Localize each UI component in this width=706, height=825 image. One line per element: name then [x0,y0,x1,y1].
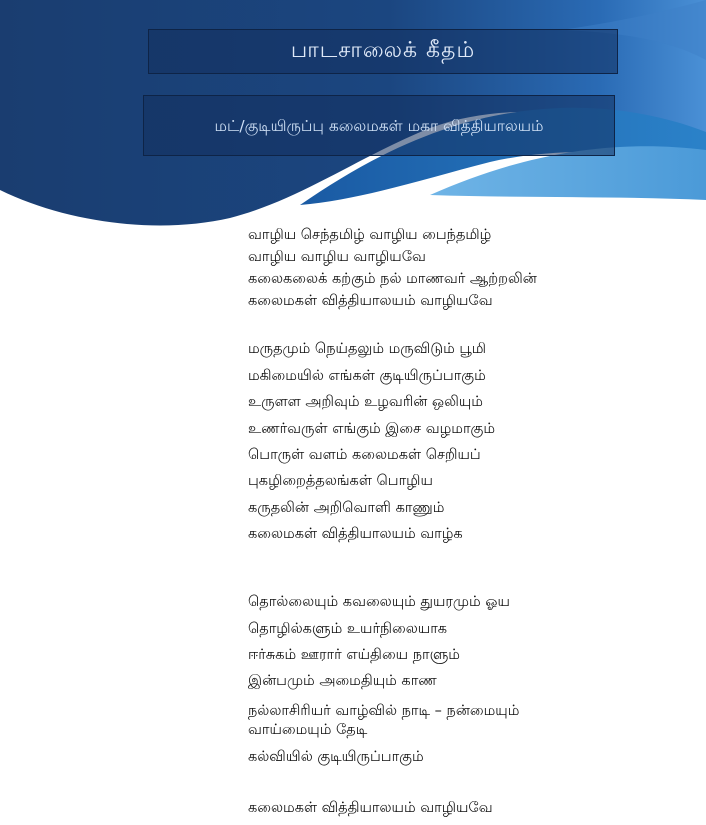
lyric-line: பொருள் வளம் கலைமகள் செறியப் [248,447,481,463]
lyric-line: இன்பமும் அமைதியும் காண [248,673,437,689]
lyric-line: உருளள அறிவும் உழவரின் ஒலியும் [248,394,483,410]
lyric-line: கலைமகள் வித்தியாலயம் வாழியவே [248,293,493,309]
lyric-line: வாழிய வாழிய வாழியவே [248,249,426,265]
lyric-line: கலைமகள் வித்தியாலயம் வாழ்க [248,526,463,542]
lyric-line: மகிமையில் எங்கள் குடியிருப்பாகும் [248,368,486,384]
lyric-line: புகழிறைத்தலங்கள் பொழிய [248,473,433,489]
lyric-line: தொல்லையும் கவலையும் துயரமும் ஓய [248,594,510,610]
school-name-box [143,95,615,156]
lyric-line: உணர்வருள் எங்கும் இசை வழமாகும் [248,421,496,437]
lyric-line: கல்வியில் குடியிருப்பாகும் [248,749,424,765]
lyric-line: வாழிய செந்தமிழ் வாழிய பைந்தமிழ் [248,227,492,243]
anthem-title: பாடசாலைக் கீதம் [290,37,476,63]
lyric-line: நல்லாசிரியர் வாழ்வில் நாடி – நன்மையும் வாய்மையும் தேடி [248,703,520,738]
anthem-title-box [148,29,618,74]
lyric-line: தொழில்களும் உயர்நிலையாக [248,621,448,637]
lyric-line: கலைகலைக் கற்கும் நல் மாணவர் ஆற்றலின் [248,271,537,287]
lyric-line: ஈர்சுகம் ஊரார் எய்தியை நாளும் [248,647,460,663]
lyric-line: மருதமும் நெய்தலும் மருவிடும் பூமி [248,341,486,357]
lyric-line: கருதலின் அறிவொளி காணும் [248,500,445,516]
school-name: மட்/குடியிருப்பு கலைமகள் மகா வித்தியாலயம் [214,116,544,135]
lyric-line: கலைமகள் வித்தியாலயம் வாழியவே [248,800,493,816]
